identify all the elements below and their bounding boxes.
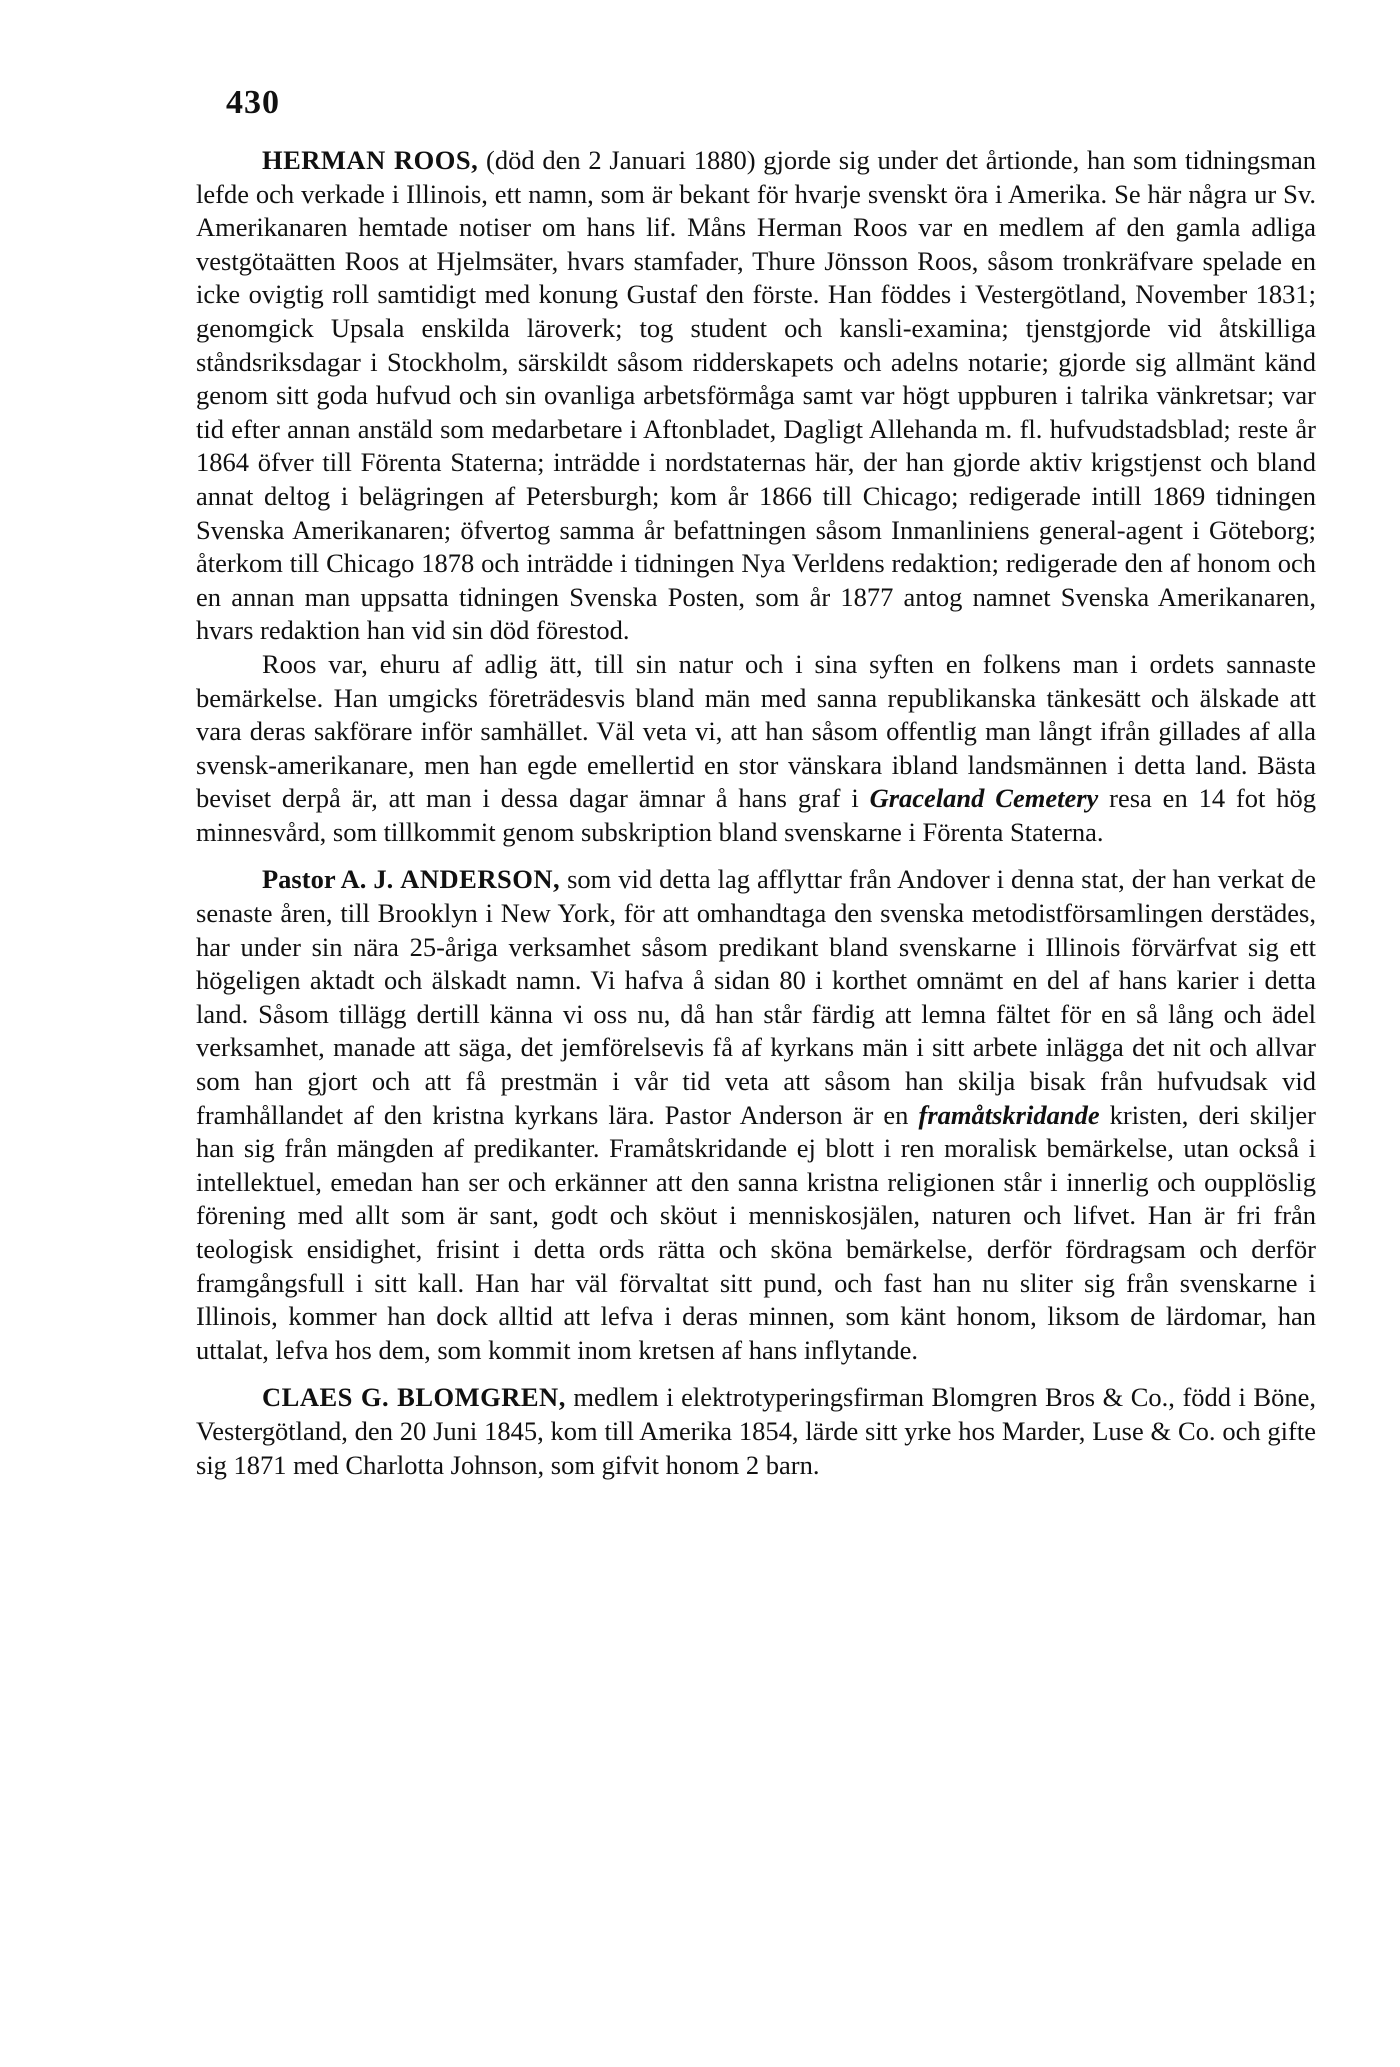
entry-herman-roos bbox=[196, 144, 1316, 849]
italic-phrase: framåtskridande bbox=[918, 1099, 1100, 1130]
entry-text: Roos var, ehuru af adlig ätt, till sin natur och i sina syften en folkens man i ordets sannaste bemärkelse. Han umgicks företrädesvis bland män med sanna republikanska tänkesätt och älskade att vara deras sakförare inför samhället. Väl veta vi, att han såsom offentlig man långt ifrån gillades af alla svensk-amerikanare, men han egde emellertid en stor vänskara ibland landsmännen i detta land. Bästa beviset derpå är, att man i dessa dagar ämnar å hans graf i bbox=[196, 648, 1316, 814]
entry-text: resa en 14 fot hög minnesvård, som tillkommit genom subskription bland svenskarne i Förenta Staterna. bbox=[196, 783, 1316, 847]
page-number: 430 bbox=[226, 84, 280, 121]
entry-text: medlem i elektrotyperingsfirman Blomgren Bros & Co., född i Böne, Vestergötland, den 20 Juni 1845, kom till Amerika 1854, lärde sitt yrke hos Marder, Luse & Co. och gifte sig 1871 med Charlotta Johnson, som gifvit honom 2 barn. bbox=[196, 1382, 1316, 1480]
entry-paragraph bbox=[196, 1381, 1316, 1482]
entry-paragraph bbox=[196, 863, 1316, 1367]
entry-paragraph bbox=[196, 144, 1316, 648]
italic-phrase: Graceland Cemetery bbox=[869, 783, 1099, 814]
entry-name: HERMAN ROOS, bbox=[262, 145, 479, 175]
entry-anderson bbox=[196, 863, 1316, 1367]
entry-blomgren bbox=[196, 1381, 1316, 1482]
entry-name: ANDERSON, bbox=[400, 864, 561, 895]
entry-text: (död den 2 Januari 1880) gjorde sig under det årtionde, han som tidningsman lefde och verkade i Illinois, ett namn, som är bekant för hvarje svenskt öra i Amerika. Se här några ur Sv. Amerikanaren hemtade notiser om hans lif. Måns Herman Roos var en medlem af den gamla adliga vestgötaätten Roos at Hjelmsäter, hvars stamfader, Thure Jönsson Roos, såsom tronkräfvare spelade en icke ovigtig roll samtidigt med konung Gustaf den förste. Han föddes i Vestergötland, November 1831; genomgick Upsala enskilda läroverk; tog student och kansli-examina; tjenstgjorde vid åtskilliga ståndsriksdagar i Stockholm, särskildt såsom ridderskapets och adelns notarie; gjorde sig allmänt känd genom sitt goda hufvud och sin ovanliga arbetsförmåga samt var högt uppburen i talrika vänkretsar; var tid efter annan anstäld som medarbetare i Aftonbladet, Dagligt Allehanda m. fl. hufvudstadsblad; reste år 1864 öfver till Förenta Staterna; inträdde i nordstaternas här, der han gjorde aktiv krigstjenst och bland annat deltog i belägringen af Petersburgh; kom år 1866 till Chicago; redigerade intill 1869 tidningen Svenska Amerikanaren; öfvertog samma år befattningen såsom Inmanliniens general-agent i Göteborg; återkom till Chicago 1878 och inträdde i tidningen Nya Verldens redaktion; redigerade den af honom och en annan man uppsatta tidningen Svenska Posten, som år 1877 antog namnet Svenska Amerikanaren, hvars redaktion han vid sin död förestod. bbox=[196, 145, 1316, 646]
entry-text: som vid detta lag afflyttar från Andover i denna stat, der han verkat de senaste åren, till Brooklyn i New York, för att omhandtaga den svenska metodistförsamlingen derstädes, har under sin nära 25-åriga verksamhet såsom predikant bland svenskarne i Illinois förvärfvat sig ett högeligen aktadt och älskadt namn. Vi hafva å sidan 80 i korthet omnämt en del af hans karier i detta land. Såsom tillägg dertill känna vi oss nu, då han står färdig att lemna fältet för en så lång och ädel verksamhet, manade att säga, det jemförelsevis få af kyrkans män i sitt arbete inlägga det nit och allvar som han gjort och att få prestmän i vår tid veta att såsom han skilja bisak från hufvudsak vid framhållandet af den kristna kyrkans lära. Pastor Anderson är en bbox=[196, 864, 1316, 1130]
entry-name: CLAES G. BLOMGREN, bbox=[262, 1382, 566, 1413]
entry-prefix: Pastor A. J. bbox=[262, 864, 401, 895]
entry-text: kristen, deri skiljer han sig från mängden af predikanter. Framåtskridande ej blott i ren moralisk bemärkelse, utan också i intellektuel, emedan han ser och erkänner att den sanna kristna religionen står i innerlig och oupplöslig förening med allt som är sant, godt och sköut i menniskosjälen, naturen och lifvet. Han är fri från teologisk ensidighet, frisint i detta ords rätta och sköna bemärkelse, derför fördragsam och derför framgångsfull i sitt kall. Han har väl förvaltat sitt pund, och fast han nu sliter sig från svenskarne i Illinois, kommer han dock alltid att lefva i deras minnen, som känt honom, liksom de lärdomar, han uttalat, lefva hos dem, som kommit inom kretsen af hans inflytande. bbox=[196, 1099, 1317, 1365]
entry-paragraph bbox=[196, 648, 1316, 850]
page bbox=[196, 84, 1316, 1496]
